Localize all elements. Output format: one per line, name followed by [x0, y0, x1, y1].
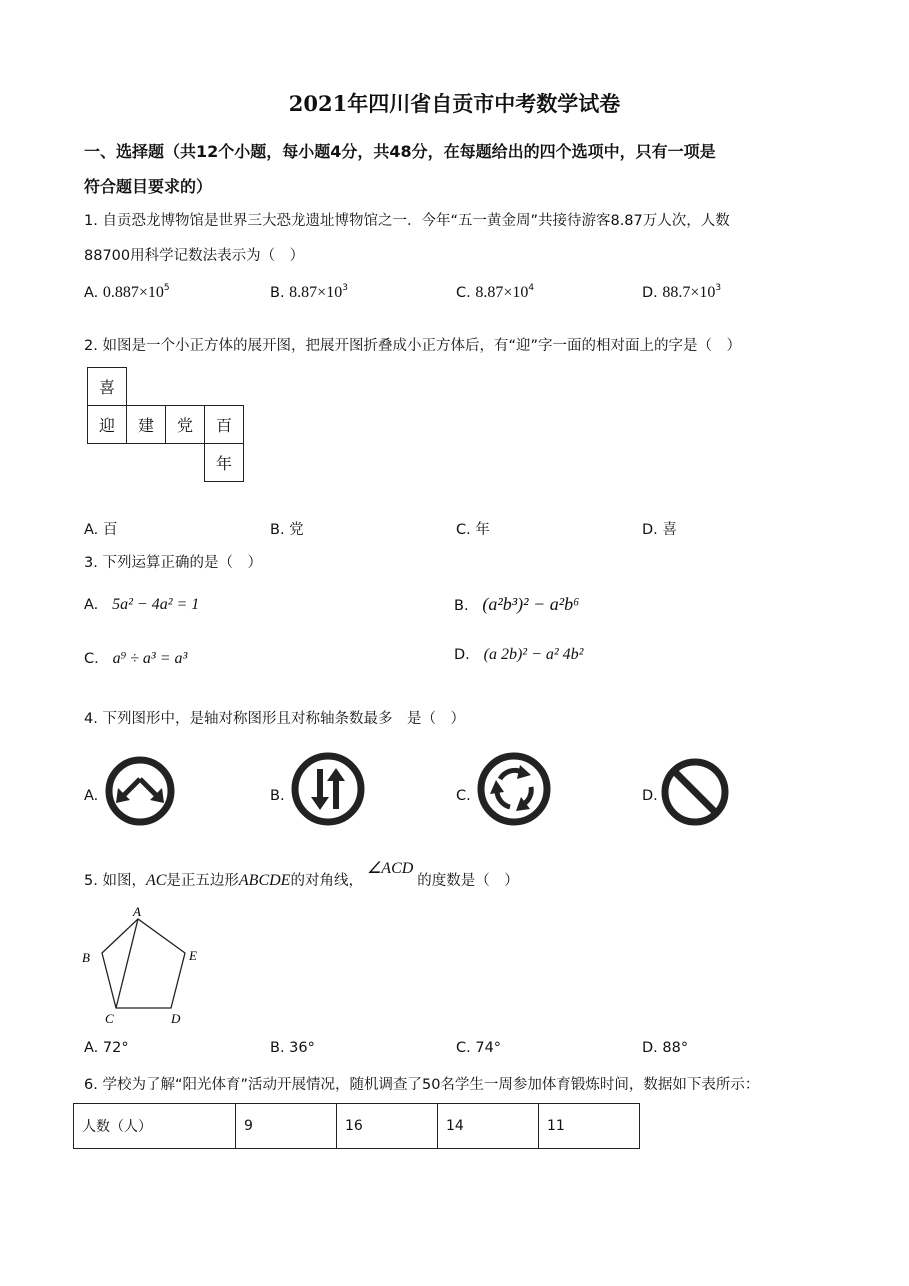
q4-option-d[interactable]: D. — [642, 788, 658, 804]
q1-option-a[interactable]: A. $0.887\times 10^5$ — [84, 283, 170, 301]
roundabout-sign-icon — [476, 751, 552, 827]
q1-option-d[interactable]: D. $88.7\times 10^3$ — [642, 283, 722, 301]
vertex-label-a: A — [133, 905, 141, 919]
no-entry-sign-icon — [660, 757, 730, 827]
net-cell: 迎 — [88, 406, 127, 444]
net-cell: 建 — [127, 406, 166, 444]
cube-net — [87, 367, 244, 482]
q5-stem: 5. 如图，AC是正五边形ABCDE的对角线，∠ACD的度数是（ ） — [84, 860, 519, 889]
vertex-label-c: C — [105, 1011, 114, 1026]
net-cell: 党 — [166, 406, 205, 444]
q5-option-a[interactable]: A. 72° — [84, 1040, 129, 1056]
q4-option-c[interactable]: C. — [456, 788, 471, 804]
pentagon-figure — [78, 905, 208, 1027]
table-cell: 14 — [438, 1104, 539, 1149]
q5-option-b[interactable]: B. 36° — [270, 1040, 315, 1056]
section-heading-line2: 符合题目要求的） — [84, 177, 213, 196]
section-heading-line1: 一、选择题（共12个小题，每小题4分，共48分，在每题给出的四个选项中，只有一项是 — [84, 142, 716, 161]
q4-option-a[interactable]: A. — [84, 788, 99, 804]
q1-option-c[interactable]: C. $8.87\times 10^4$ — [456, 283, 535, 301]
q2-option-d[interactable]: D. 喜 — [642, 522, 677, 538]
q5-option-c[interactable]: C. 74° — [456, 1040, 502, 1056]
vertex-label-d: D — [171, 1011, 181, 1026]
q4-option-b[interactable]: B. — [270, 788, 285, 804]
q4-stem: 4. 下列图形中，是轴对称图形且对称轴条数最多 是（ ） — [84, 711, 465, 727]
q2-stem: 2. 如图是一个小正方体的展开图，把展开图折叠成小正方体后，有“迎”字一面的相对面上的字是（ ） — [84, 338, 741, 354]
table-header-cell: 人数（人） — [74, 1104, 236, 1149]
vertex-label-b: B — [82, 950, 90, 965]
table-cell: 11 — [539, 1104, 640, 1149]
q3-option-b[interactable]: B. (a²b³)² − a²b⁶ — [454, 594, 580, 614]
q3-option-d[interactable]: D. (a 2b)² − a² 4b² — [454, 646, 584, 663]
net-cell: 喜 — [88, 368, 127, 406]
q3-option-a[interactable]: A. 5a² − 4a² = 1 — [84, 596, 200, 613]
q3-option-c[interactable]: C. a⁹ ÷ a³ = a³ — [84, 650, 188, 667]
two-way-traffic-sign-icon — [290, 751, 366, 827]
q3-stem: 3. 下列运算正确的是（ ） — [84, 555, 262, 571]
q6-data-table — [73, 1103, 640, 1149]
q1-stem-line1: 1. 自贡恐龙博物馆是世界三大恐龙遗址博物馆之一．今年“五一黄金周”共接待游客8.87万人次，人数 — [84, 213, 730, 229]
q1-option-b[interactable]: B. $8.87\times 10^3$ — [270, 283, 348, 301]
net-cell: 年 — [205, 444, 244, 482]
page-title: 2021年四川省自贡市中考数学试卷 — [288, 91, 621, 116]
q2-option-c[interactable]: C. 年 — [456, 522, 490, 538]
table-cell: 9 — [236, 1104, 337, 1149]
vertex-label-e: E — [189, 948, 197, 963]
table-cell: 16 — [337, 1104, 438, 1149]
q5-option-d[interactable]: D. 88° — [642, 1040, 689, 1056]
net-cell: 百 — [205, 406, 244, 444]
q2-option-a[interactable]: A. 百 — [84, 522, 118, 538]
q6-stem: 6. 学校为了解“阳光体育”活动开展情况，随机调查了50名学生一周参加体育锻炼时间，数据如下表所示： — [84, 1077, 760, 1093]
q1-stem-line2: 88700用科学记数法表示为（ ） — [84, 248, 305, 264]
table-row — [74, 1104, 640, 1149]
q2-option-b[interactable]: B. 党 — [270, 522, 304, 538]
diverging-arrows-sign-icon — [104, 755, 176, 827]
